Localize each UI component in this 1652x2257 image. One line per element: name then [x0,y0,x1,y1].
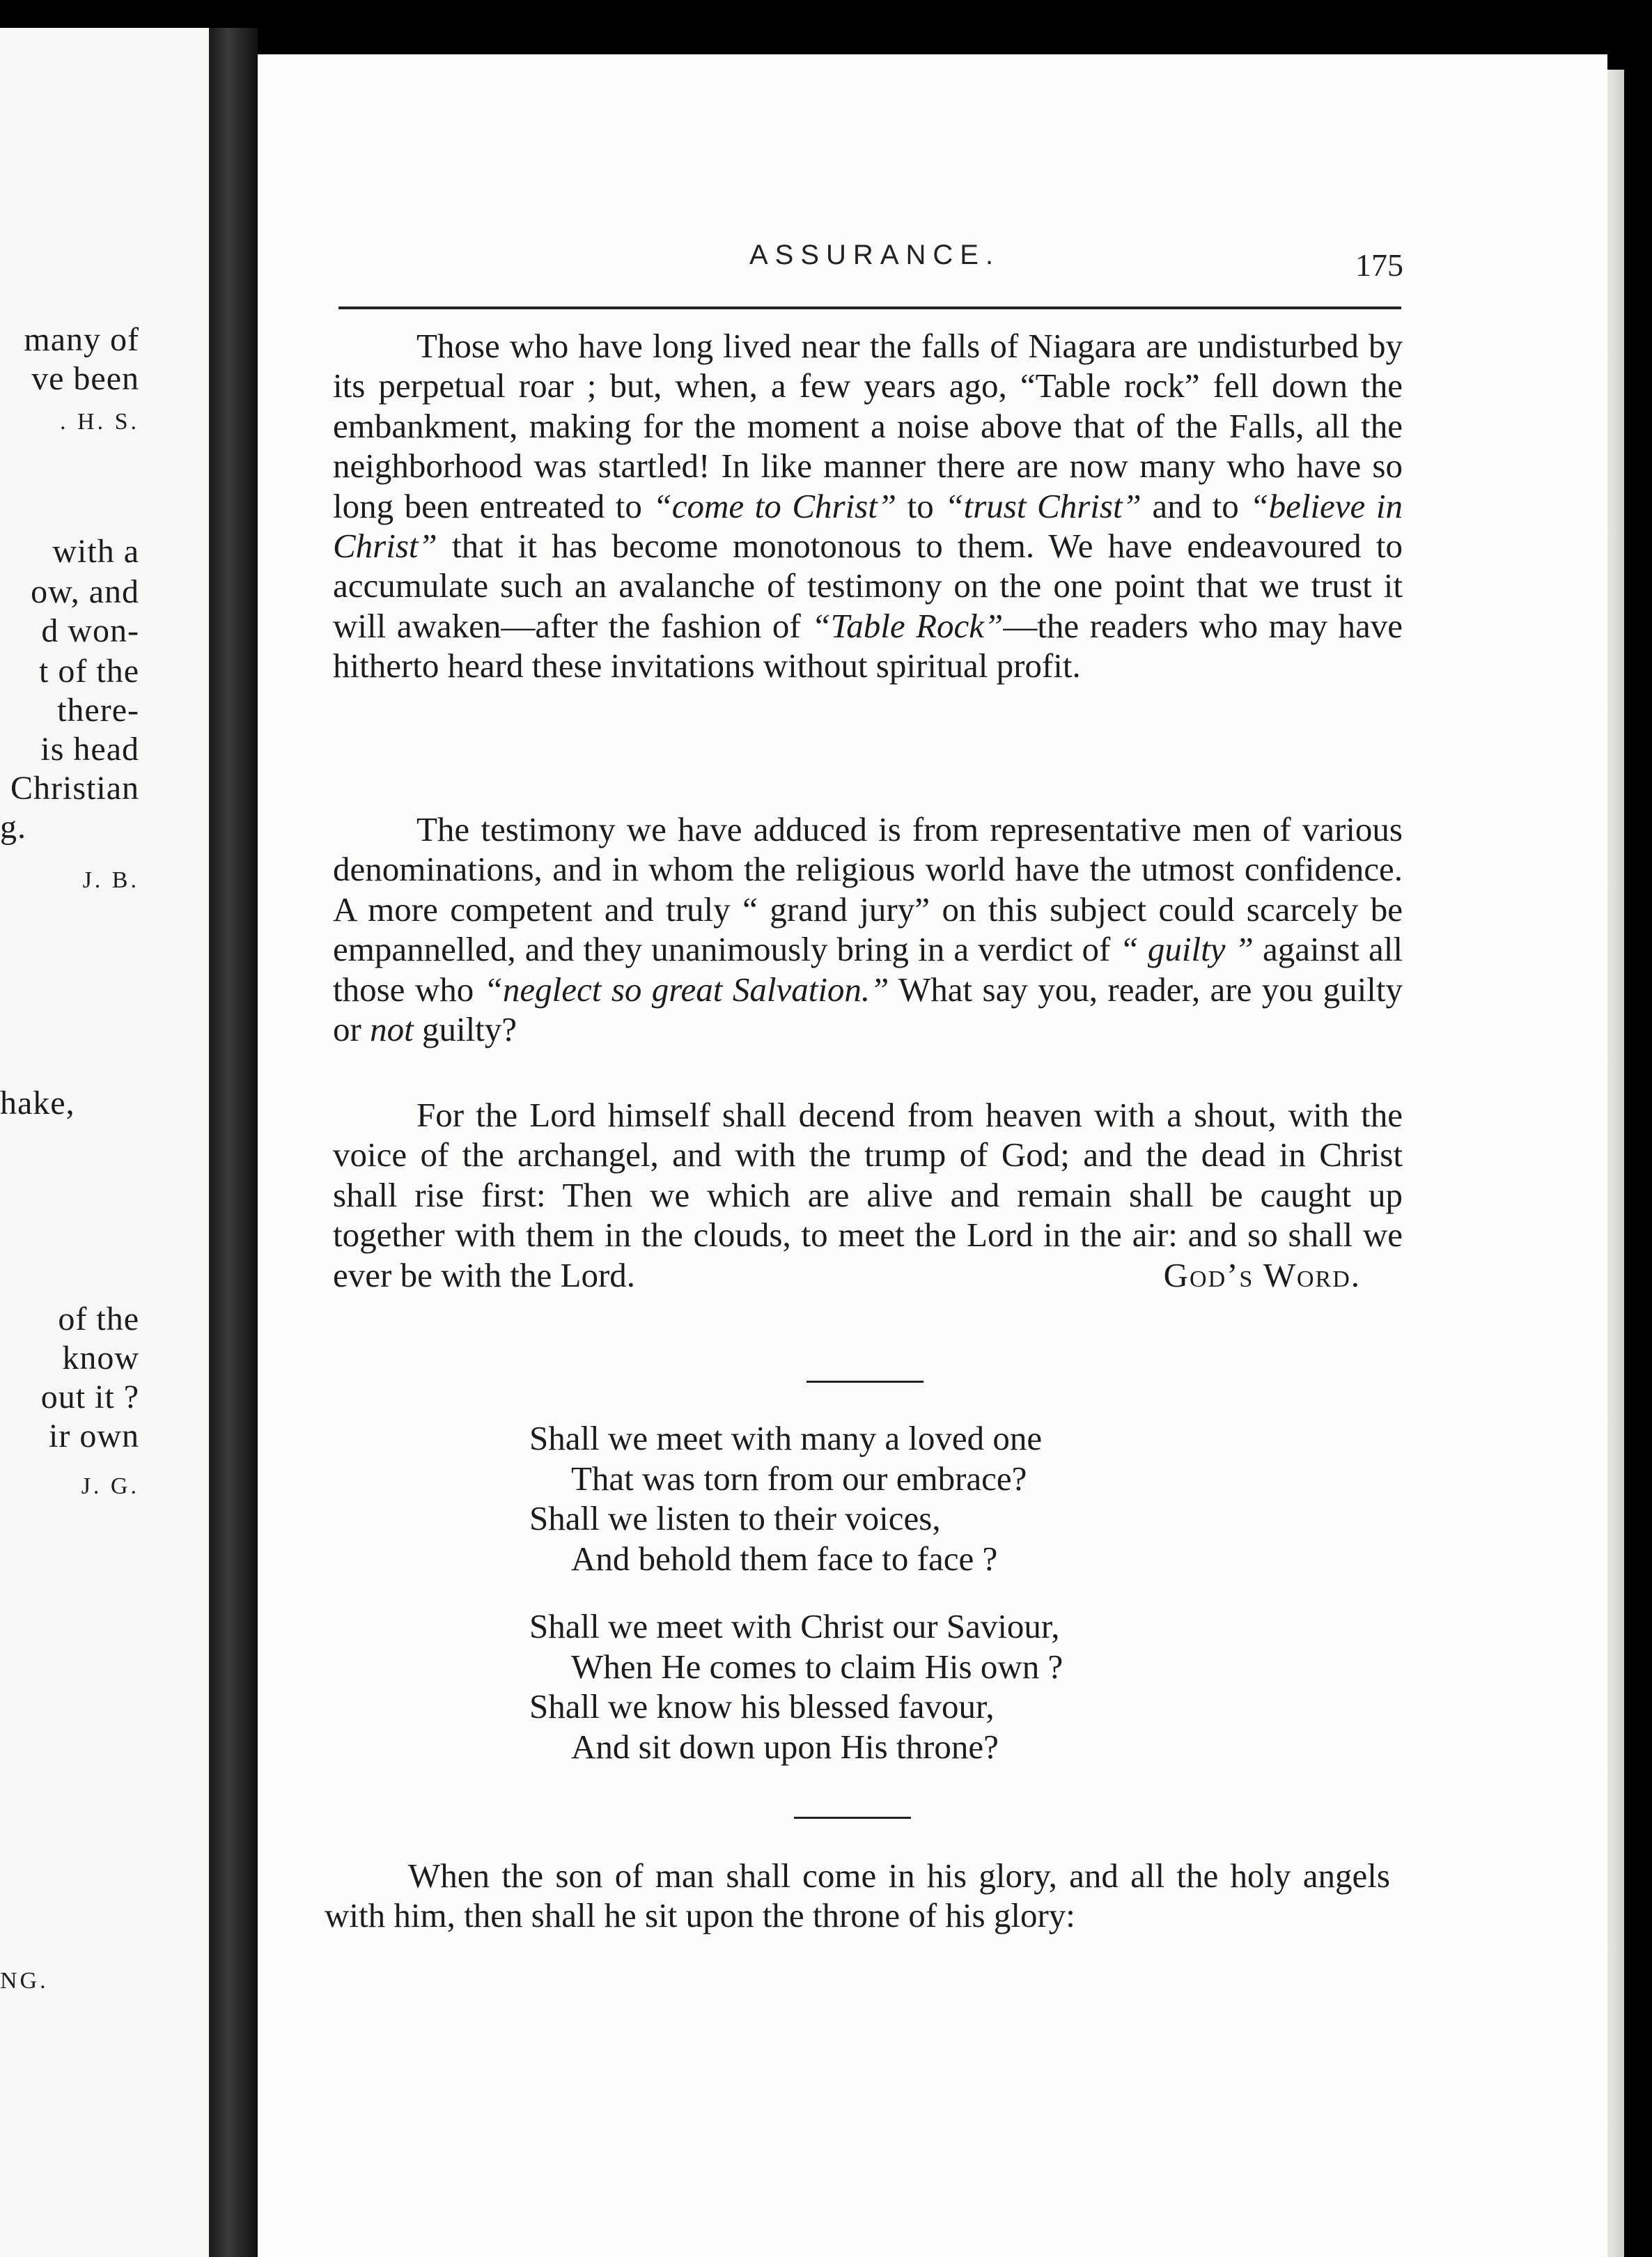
verse-line: Shall we know his blessed favour, [529,1687,995,1725]
text-run: guilty? [413,1010,517,1049]
italic-run: “Table Rock” [811,606,1004,645]
left-signature: J. G. [81,1473,139,1499]
running-head: ASSURANCE. [749,240,1001,270]
verse-line: Shall we meet with Christ our Saviour, [529,1607,1060,1645]
paragraph-testimony [333,809,1403,1049]
left-fragment: g. [0,809,26,846]
left-fragment: is head [40,731,139,768]
left-fragment: ir own [49,1418,139,1455]
text-run: Those who have long lived near the falls of Niagara are undisturbed by its perpetual roar ; but, when, a few years ago, “Table rock” fell down the embankment, making for the moment a noise above that of the Falls, all the neighborhood was startled! In like manner there are now many who have so long been entreated to [333,327,1403,525]
page-edge [1607,70,1624,2257]
left-signature: NG. [0,1968,49,1994]
left-fragment: Christian [10,770,139,807]
italic-run: “come to Christ” [653,486,897,525]
text-run: and to [1141,486,1250,525]
left-fragment: with a [52,533,139,570]
poem-stanza-1 [529,1418,1042,1579]
scripture-text: For the Lord himself shall decend from heaven with a shout, with the voice of the archangel, and with the trump of God; and the dead in Christ shall rise first: Then we which are alive and remain shall be caught up together with them in the clouds, to meet the Lord in the air: and so shall we ever be with the Lord. [333,1096,1403,1294]
left-signature: . H. S. [60,409,139,435]
section-divider [806,1381,924,1383]
left-fragment: hake, [0,1085,75,1122]
left-signature: J. B. [82,867,139,893]
book-gutter [209,28,258,2257]
text-run: The testimony we have adduced is from representative men of various denominations, and in whom the religious world have the utmost confidence. A more competent and truly “ grand jury” on this subject could scarcely be empannelled, and they unanimously bring in a verdict of [333,810,1403,969]
left-fragment: many of [24,321,139,358]
left-fragment: ve been [31,360,139,397]
verse-line: Shall we listen to their voices, [529,1499,941,1537]
header-rule [338,307,1401,309]
text-run: to [896,486,945,525]
previous-page-fragment [0,28,209,2257]
paragraph-table-rock [333,326,1403,686]
text-run: —the readers who may have hitherto heard these invitations without spiritual profit. [333,606,1403,685]
left-fragment: there- [57,692,139,729]
left-fragment: of the [58,1301,139,1337]
verse-line: And behold them face to face ? [571,1539,998,1578]
verse-line: Shall we meet with many a loved one [529,1419,1043,1457]
verse-line: And sit down upon His throne? [571,1727,999,1766]
italic-run: “neglect so great Salvation.” [483,970,889,1009]
text-run: that it has become monotonous to them. We have endeavoured to accumulate such an avalanche of testimony on the one point that we trust it will awaken—after the fashion of [333,527,1403,645]
verse-line: That was torn from our embrace? [571,1459,1027,1498]
text-run: What say you, reader, are you guilty or [333,970,1403,1049]
italic-run: “trust Christ” [944,486,1141,525]
section-divider [794,1817,911,1819]
text-run: against all those who [333,930,1403,1009]
left-fragment: know [62,1340,139,1376]
left-fragment: t of the [39,653,139,690]
paragraph-closing [325,1856,1390,1935]
closing-text: When the son of man shall come in his glory, and all the holy angels with him, then shall he sit upon the throne of his glory: [325,1856,1390,1934]
paragraph-scripture [333,1095,1403,1295]
page-number: 175 [1355,247,1403,283]
left-fragment: d won- [41,612,139,649]
italic-run: “believe in Christ” [333,486,1403,566]
italic-run: “ guilty ” [1119,930,1254,969]
left-fragment: out it ? [40,1379,139,1416]
scripture-signature: God’s Word. [1163,1255,1361,1294]
italic-run: not [370,1010,414,1049]
poem-stanza-2 [529,1606,1063,1767]
verse-line: When He comes to claim His own ? [571,1647,1063,1686]
left-fragment: ow, and [31,573,139,610]
